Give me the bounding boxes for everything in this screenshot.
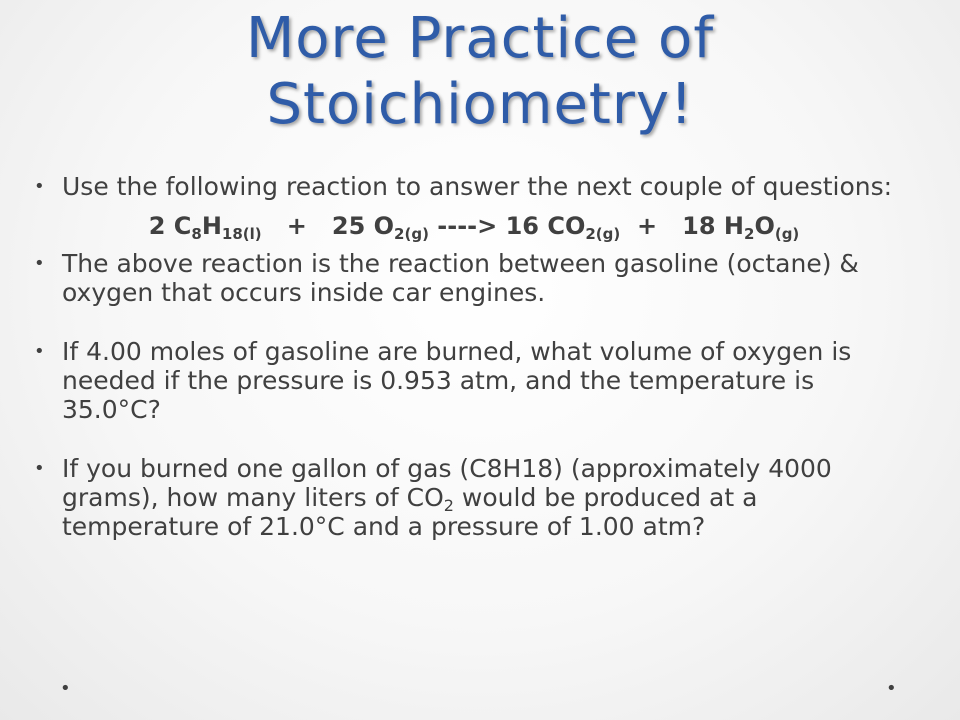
eq-subscript: 2 bbox=[744, 225, 755, 243]
eq-text: 2 C bbox=[148, 212, 192, 240]
bullet-text: The above reaction is the reaction between gasoline (octane) & oxygen that occurs inside car engines. bbox=[62, 249, 859, 307]
eq-text: + 18 H bbox=[620, 212, 744, 240]
spacer bbox=[34, 307, 914, 337]
title-line-2: Stoichiometry! bbox=[266, 72, 694, 137]
bullet-text bbox=[62, 454, 832, 541]
chemical-equation bbox=[34, 211, 914, 241]
bullet-item bbox=[34, 172, 914, 201]
empty-bullet-right-icon: • bbox=[886, 678, 897, 699]
empty-bullet-left-icon: • bbox=[60, 678, 71, 699]
bullet-dot-icon: • bbox=[34, 253, 45, 274]
bullet-subscript: 2 bbox=[443, 496, 454, 515]
bullet-text: If 4.00 moles of gasoline are burned, what volume of oxygen is needed if the pressure is 0.953 atm, and the temperature is 35.0°C? bbox=[62, 337, 852, 424]
eq-subscript: 8 bbox=[191, 225, 202, 243]
eq-subscript: (g) bbox=[774, 225, 800, 243]
spacer bbox=[34, 424, 914, 454]
slide-title bbox=[0, 6, 960, 138]
bullet-dot-icon: • bbox=[34, 176, 45, 197]
bullet-item bbox=[34, 249, 914, 307]
eq-subscript: 18(l) bbox=[221, 225, 262, 243]
bullet-item bbox=[34, 454, 914, 541]
eq-subscript: 2(g) bbox=[585, 225, 621, 243]
bullet-text-part: would be produced at a temperature of 21.0°C and a pressure of 1.00 atm? bbox=[62, 483, 758, 541]
bullet-item bbox=[34, 337, 914, 424]
bullet-dot-icon: • bbox=[34, 458, 45, 479]
bullet-dot-icon: • bbox=[34, 341, 45, 362]
bullet-text: Use the following reaction to answer the next couple of questions: bbox=[62, 172, 893, 201]
bullet-text-part: If you burned one gallon of gas (C8H18) (approximately 4000 grams), how many liters of CO bbox=[62, 454, 832, 512]
slide-body bbox=[34, 172, 914, 541]
eq-text: O bbox=[754, 212, 775, 240]
title-line-1: More Practice of bbox=[245, 6, 715, 71]
eq-text: H bbox=[201, 212, 222, 240]
eq-text: ----> 16 CO bbox=[428, 212, 586, 240]
eq-text: + 25 O bbox=[261, 212, 395, 240]
eq-subscript: 2(g) bbox=[394, 225, 429, 243]
